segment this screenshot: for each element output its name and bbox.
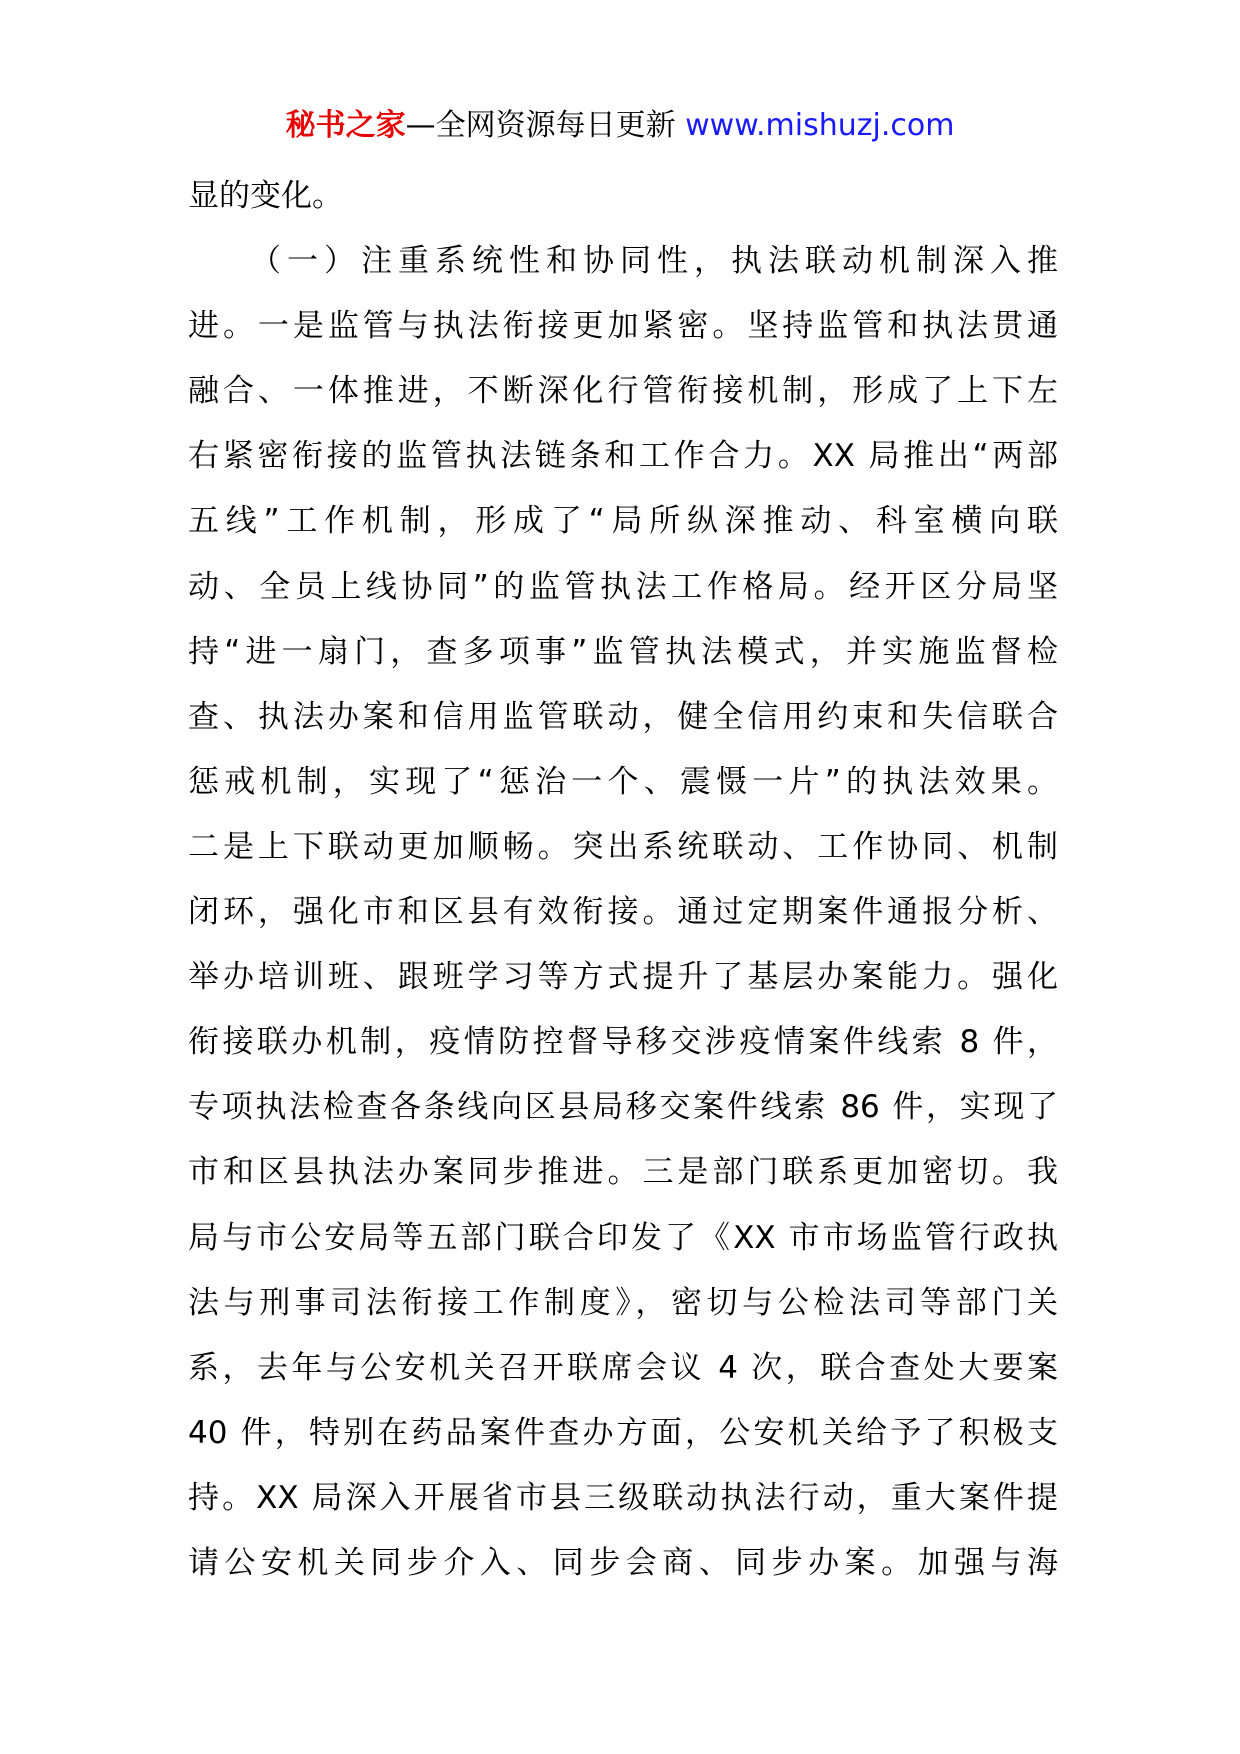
text-line: 进。一是监管与执法衔接更加紧密。坚持监管和执法贯通 <box>188 308 1058 345</box>
text-line: 惩戒机制，实现了“惩治一个、震慑一片”的执法效果。 <box>188 763 1058 800</box>
text-line: 举办培训班、跟班学习等方式提升了基层办案能力。强化 <box>188 959 1058 996</box>
text-line: 市和区县执法办案同步推进。三是部门联系更加密切。我 <box>188 1154 1058 1191</box>
text-line: 融合、一体推进，不断深化行管衔接机制，形成了上下左 <box>188 373 1058 410</box>
text-line: 持“进一扇门，查多项事”监管执法模式，并实施监督检 <box>188 633 1058 670</box>
text-line: 二是上下联动更加顺畅。突出系统联动、工作协同、机制 <box>188 828 1058 865</box>
brand-tagline: —全网资源每日更新 <box>405 108 686 143</box>
document-body <box>188 164 1058 1596</box>
text-line: 衔接联办机制，疫情防控督导移交涉疫情案件线索 8 件， <box>188 1024 1058 1061</box>
text-line: 显的变化。 <box>188 178 343 214</box>
text-line: 法与刑事司法衔接工作制度》，密切与公检法司等部门关 <box>188 1284 1058 1321</box>
text-line: 右紧密衔接的监管执法链条和工作合力。XX 局推出“两部 <box>188 438 1058 475</box>
text-line: 五线”工作机制，形成了“局所纵深推动、科室横向联 <box>188 503 1058 540</box>
text-line: 闭环，强化市和区县有效衔接。通过定期案件通报分析、 <box>188 894 1058 931</box>
text-line: 40 件，特别在药品案件查办方面，公安机关给予了积极支 <box>188 1414 1058 1451</box>
text-line: 动、全员上线协同”的监管执法工作格局。经开区分局坚 <box>188 568 1058 605</box>
text-line: 局与市公安局等五部门联合印发了《XX 市市场监管行政执 <box>188 1219 1058 1256</box>
site-url: www.mishuzj.com <box>685 108 955 143</box>
brand-name: 秘书之家 <box>285 108 406 143</box>
text-line: 查、执法办案和信用监管联动，健全信用约束和失信联合 <box>188 698 1058 735</box>
text-line: 系，去年与公安机关召开联席会议 4 次，联合查处大要案 <box>188 1349 1058 1386</box>
text-line: 请公安机关同步介入、同步会商、同步办案。加强与海 <box>188 1544 1058 1581</box>
site-watermark-header <box>0 98 1240 154</box>
text-line: 专项执法检查各条线向区县局移交案件线索 86 件，实现了 <box>188 1089 1058 1126</box>
section-heading-line: （一）注重系统性和协同性，执法联动机制深入推 <box>250 243 1058 280</box>
text-line: 持。XX 局深入开展省市县三级联动执法行动，重大案件提 <box>188 1479 1058 1516</box>
